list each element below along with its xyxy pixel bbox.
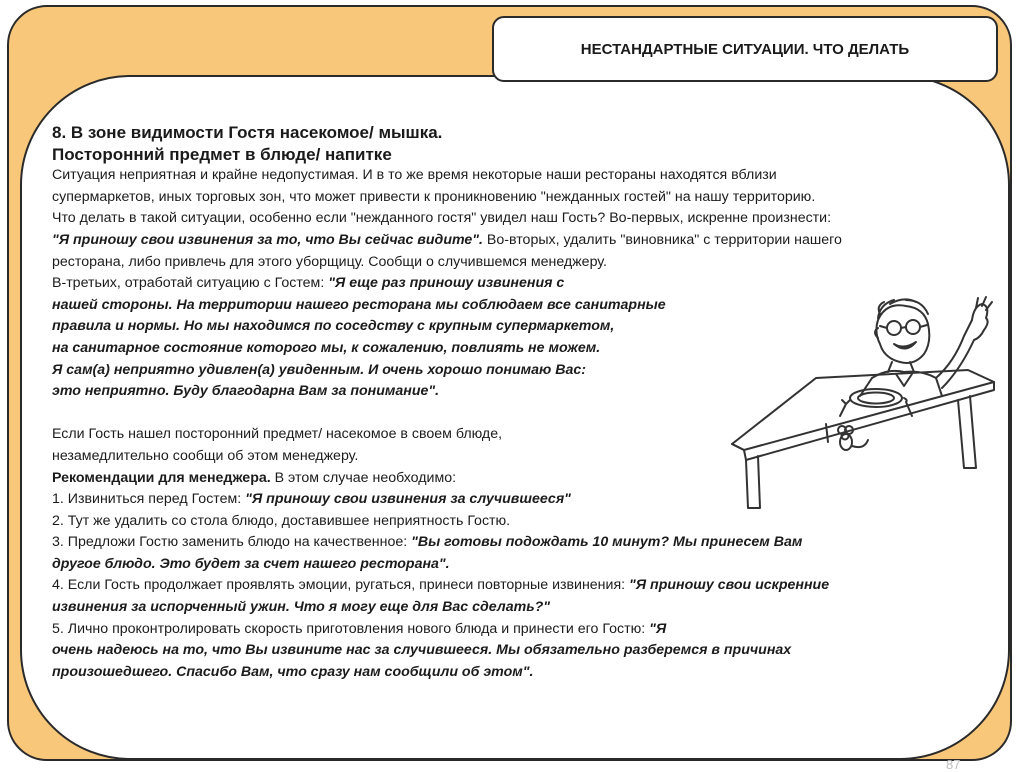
- slide-content: [52, 122, 997, 683]
- quote-text: "Вы готовы подождать 10 минут? Мы принесем Вам: [411, 534, 803, 551]
- body-line: [52, 208, 997, 230]
- page-number: 87: [946, 757, 961, 772]
- body-text: 2. Тут же удалить со стола блюдо, доставившее неприятность Гостю.: [52, 512, 511, 529]
- body-line: [52, 316, 997, 338]
- section-heading-line-2: Посторонний предмет в блюде/ напитке: [52, 144, 392, 164]
- list-item: [52, 640, 997, 662]
- body-text: ресторана, либо привлечь для этого уборщицу. Сообщи о случившемся менеджеру.: [52, 253, 607, 270]
- body-line: [52, 468, 997, 490]
- quote-text: извинения за испорченный ужин. Что я могу еще для Вас сделать?": [52, 599, 551, 616]
- list-item: [52, 532, 997, 554]
- quote-text: на санитарное состояние которого мы, к сожалению, повлиять не можем.: [52, 339, 601, 356]
- list-item: [52, 489, 997, 511]
- list-item: [52, 511, 997, 533]
- quote-text: очень надеюсь на то, что Вы извините нас за случившееся. Мы обязательно разберемся в причинах: [52, 642, 792, 659]
- list-item: [52, 597, 997, 619]
- quote-text: Я сам(а) неприятно удивлен(а) увиденным. И очень хорошо понимаю Вас:: [52, 361, 587, 378]
- body-line: [52, 446, 997, 468]
- body-line: [52, 165, 997, 187]
- body-text: Что делать в такой ситуации, особенно если "нежданного гостя" увидел наш Гость? Во-первых, искренне произнести:: [52, 210, 832, 227]
- quote-text: "Я приношу свои извинения за то, что Вы сейчас видите".: [52, 231, 483, 248]
- quote-text: нашей стороны. На территории нашего ресторана мы соблюдаем все санитарные: [52, 296, 666, 313]
- body-text: Если Гость нашел посторонний предмет/ насекомое в своем блюде,: [52, 426, 503, 443]
- body-text: незамедлительно сообщи об этом менеджеру.: [52, 447, 359, 464]
- quote-text: "Я еще раз приношу извинения с: [328, 275, 565, 292]
- list-item: [52, 619, 997, 641]
- body-line: [52, 187, 997, 209]
- body-line: [52, 338, 997, 360]
- quote-text: "Я приношу свои искренние: [629, 577, 830, 594]
- blank-line: [52, 403, 997, 425]
- body-text: В этом случае необходимо:: [270, 469, 457, 486]
- quote-text: "Я приношу свои извинения за случившееся": [245, 491, 571, 508]
- slide-title-box: [492, 16, 998, 82]
- body-text: 1. Извиниться перед Гостем:: [52, 491, 246, 508]
- body-line: [52, 252, 997, 274]
- body-text: 3. Предложи Гостю заменить блюдо на качественное:: [52, 534, 412, 551]
- quote-text: другое блюдо. Это будет за счет нашего ресторана".: [52, 555, 450, 572]
- section-heading-line-1: 8. В зоне видимости Гостя насекомое/ мышка.: [52, 123, 443, 142]
- body-line: [52, 295, 997, 317]
- body-line: [52, 230, 997, 252]
- quote-text: это неприятно. Буду благодарна Вам за понимание".: [52, 383, 440, 400]
- list-item: [52, 662, 997, 684]
- list-item: [52, 554, 997, 576]
- body-line: [52, 381, 997, 403]
- body-line: [52, 273, 997, 295]
- body-text: В-третьих, отработай ситуацию с Гостем:: [52, 275, 329, 292]
- body-line: [52, 424, 997, 446]
- manager-recommendations-label: Рекомендации для менеджера.: [52, 469, 271, 486]
- body-text: 4. Если Гость продолжает проявлять эмоции, ругаться, принеси повторные извинения:: [52, 577, 630, 594]
- list-item: [52, 575, 997, 597]
- quote-text: "Я: [649, 620, 667, 637]
- body-line: [52, 360, 997, 382]
- body-text: Во-вторых, удалить "виновника" с территории нашего: [482, 231, 842, 248]
- quote-text: произошедшего. Спасибо Вам, что сразу нам сообщили об этом".: [52, 663, 534, 680]
- body-text: супермаркетов, иных торговых зон, что может привести к проникновению "нежданных гостей" на нашу территорию.: [52, 188, 816, 205]
- body-text: Ситуация неприятная и крайне недопустимая. И в то же время некоторые наши рестораны находятся вблизи: [52, 167, 777, 184]
- body-text: 5. Лично проконтролировать скорость приготовления нового блюда и принести его Гостю:: [52, 620, 650, 637]
- quote-text: правила и нормы. Но мы находимся по соседству с крупным супермаркетом,: [52, 318, 615, 335]
- slide-title: НЕСТАНДАРТНЫЕ СИТУАЦИИ. ЧТО ДЕЛАТЬ: [580, 40, 910, 58]
